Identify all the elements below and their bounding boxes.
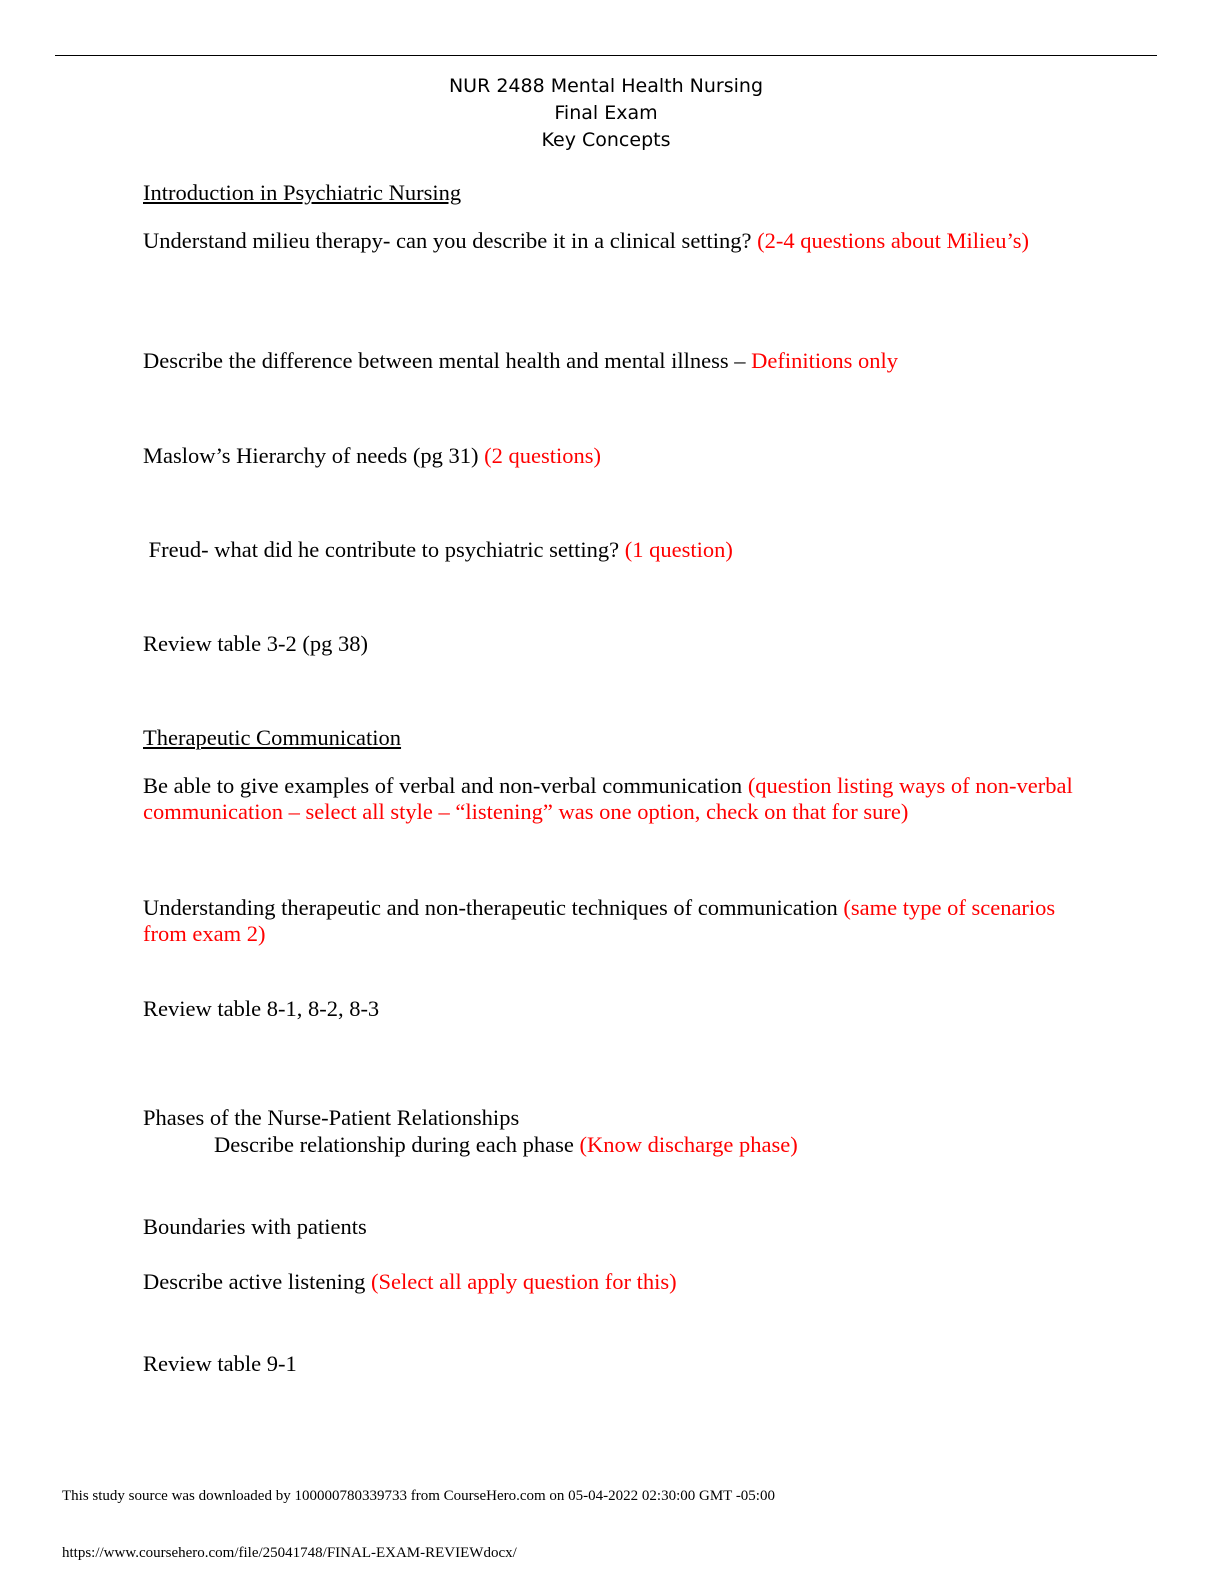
item-phases-sub-text: Describe relationship during each phase xyxy=(214,1132,580,1157)
item-table-9: Review table 9-1 xyxy=(143,1351,297,1376)
item-milieu-text: Understand milieu therapy- can you describe it in a clinical setting? xyxy=(143,228,758,253)
item-table-8: Review table 8-1, 8-2, 8-3 xyxy=(143,996,380,1021)
top-rule xyxy=(55,55,1157,56)
footer-source-notice: This study source was downloaded by 100000780339733 from CourseHero.com on 05-04-2022 02:30:00 GMT -05:00 xyxy=(62,1488,775,1504)
doc-subtitle: Key Concepts xyxy=(541,129,671,151)
item-verbal xyxy=(143,773,1083,825)
item-active-listening xyxy=(143,1269,1083,1295)
item-active-listening-note: (Select all apply question for this) xyxy=(371,1269,677,1294)
section-heading-intro: Introduction in Psychiatric Nursing xyxy=(143,180,462,205)
item-techniques xyxy=(143,895,1083,947)
item-milieu xyxy=(143,228,1083,254)
footer-url-link[interactable]: https://www.coursehero.com/file/25041748/FINAL-EXAM-REVIEWdocx/ xyxy=(62,1545,517,1561)
item-table-3-2: Review table 3-2 (pg 38) xyxy=(143,631,368,656)
item-phases-sub-note: (Know discharge phase) xyxy=(579,1132,798,1157)
item-mental-health-note: Definitions only xyxy=(751,348,898,373)
item-mental-health-text: Describe the difference between mental health and mental illness – xyxy=(143,348,752,373)
item-verbal-text: Be able to give examples of verbal and non-verbal communication xyxy=(143,773,748,798)
item-active-listening-text: Describe active listening xyxy=(143,1269,372,1294)
course-title: NUR 2488 Mental Health Nursing xyxy=(448,75,764,97)
section-heading-communication: Therapeutic Communication xyxy=(143,725,402,750)
item-freud xyxy=(143,537,1083,563)
item-maslow xyxy=(143,443,1083,469)
item-maslow-note: (2 questions) xyxy=(484,443,602,468)
item-freud-text: Freud- what did he contribute to psychiatric setting? xyxy=(143,537,625,562)
item-freud-note: (1 question) xyxy=(624,537,733,562)
item-techniques-note: (same type of scenarios from exam 2) xyxy=(143,895,1056,946)
item-phases-sub xyxy=(143,1132,1154,1158)
document-header xyxy=(0,73,1212,154)
item-mental-health xyxy=(143,348,1083,374)
exam-title: Final Exam xyxy=(554,102,658,124)
item-phases-title: Phases of the Nurse-Patient Relationships xyxy=(143,1105,520,1130)
item-verbal-note: (question listing ways of non-verbal communication – select all style – “listening” was one option, check on that for sure) xyxy=(143,773,1073,824)
item-boundaries: Boundaries with patients xyxy=(143,1214,367,1239)
item-milieu-note: (2-4 questions about Milieu’s) xyxy=(757,228,1030,253)
item-techniques-text: Understanding therapeutic and non-therapeutic techniques of communication xyxy=(143,895,844,920)
item-maslow-text: Maslow’s Hierarchy of needs (pg 31) xyxy=(143,443,485,468)
